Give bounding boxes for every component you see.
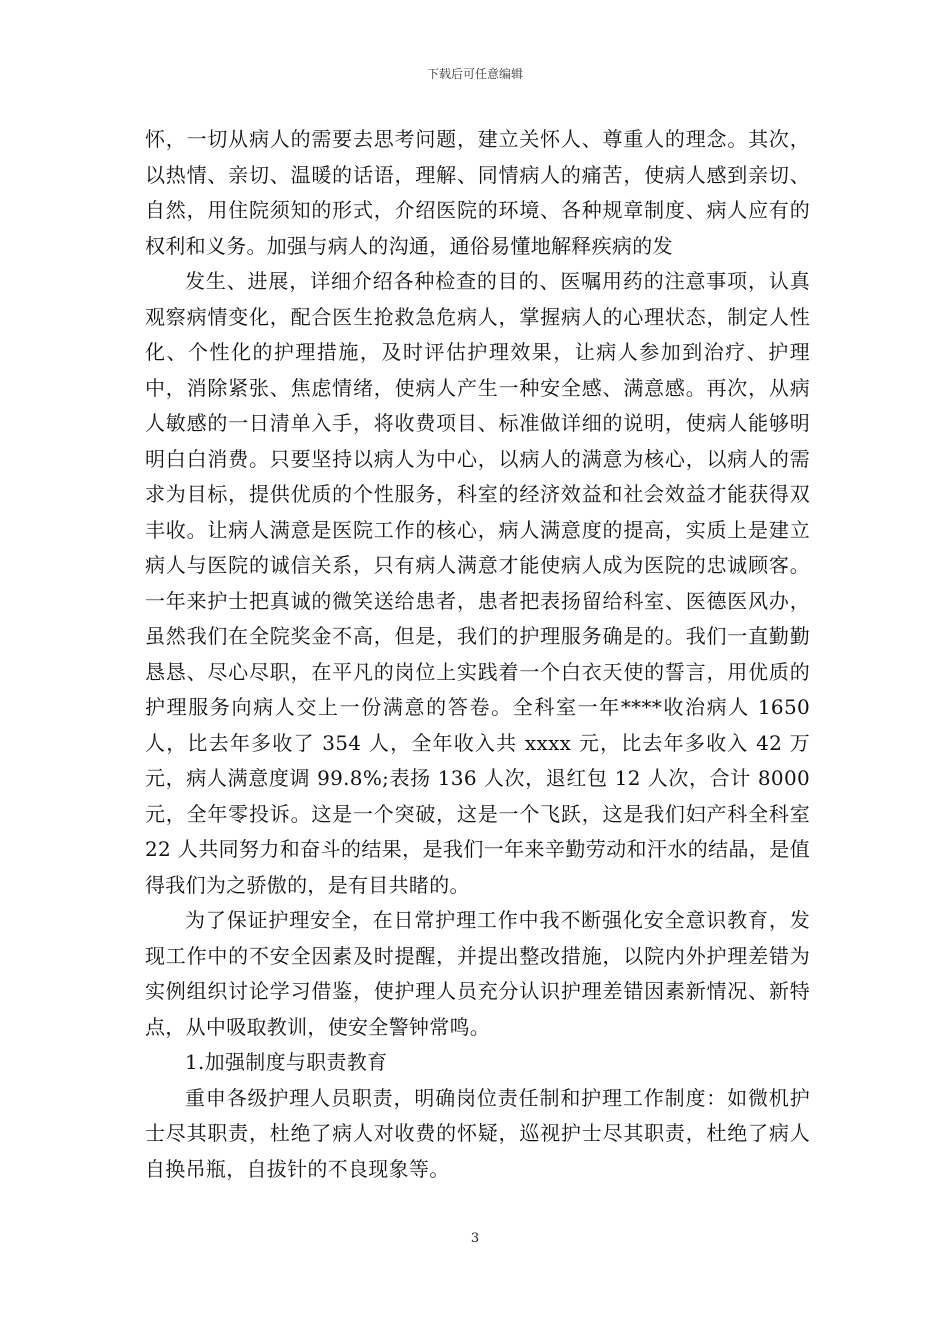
paragraph-nursing-safety: 为了保证护理安全，在日常护理工作中我不断强化安全意识教育，发现工作中的不安全因素及时提醒，并提出整改措施，以院内外护理差错为实例组织讨论学习借鉴，使护理人员充分认识护理差错因素新情况、新特点，从中吸取教训，使安全警钟常鸣。 [145, 908, 810, 1039]
paragraph-continuation: 怀，一切从病人的需要去思考问题，建立关怀人、尊重人的理念。其次，以热情、亲切、温暖的话语，理解、同情病人的痛苦，使病人感到亲切、自然，用住院须知的形式，介绍医院的环境、各种规章制度、病人应有的权利和义务。加强与病人的沟通，通俗易懂地解释疾病的发 [145, 127, 810, 258]
page-number: 3 [470, 1231, 480, 1246]
document-body [145, 122, 810, 1187]
page-header-note: 下载后可任意编辑 [426, 67, 523, 81]
section-heading-system-duty: 1.加强制度与职责教育 [185, 1050, 388, 1074]
paragraph-patient-service: 发生、进展，详细介绍各种检查的目的、医嘱用药的注意事项，认真观察病情变化，配合医生抢救急危病人，掌握病人的心理状态，制定人性化、个性化的护理措施，及时评估护理效果，让病人参加到治疗、护理中，消除紧张、焦虑情绪，使病人产生一种安全感、满意感。再次，从病人敏感的一日清单入手，将收费项目、标准做详细的说明，使病人能够明明白白消费。只要坚持以病人为中心，以病人的满意为核心，以病人的需求为目标，提供优质的个性服务，科室的经济效益和社会效益才能获得双丰收。让病人满意是医院工作的核心，病人满意度的提高，实质上是建立病人与医院的诚信关系，只有病人满意才能使病人成为医院的忠诚顾客。一年来护士把真诚的微笑送给患者，患者把表扬留给科室、医德医风办，虽然我们在全院奖金不高，但是，我们的护理服务确是的。我们一直勤勤恳恳、尽心尽职，在平凡的岗位上实践着一个白衣天使的誓言，用优质的护理服务向病人交上一份满意的答卷。全科室一年****收治病人 1650 人，比去年多收了 354 人，全年收入共 xxxx 元，比去年多收入 42 万元，病人满意度调 99.8%;表扬 136 人次，退红包 12 人次，合计 8000 元，全年零投诉。这是一个突破，这是一个飞跃，这是我们妇产科全科室 22 人共同努力和奋斗的结果，是我们一年来辛勤劳动和汗水的结晶，是值得我们为之骄傲的，是有目共睹的。 [145, 269, 810, 897]
paragraph-duty-reiteration: 重申各级护理人员职责，明确岗位责任制和护理工作制度：如微机护士尽其职责，杜绝了病人对收费的怀疑，巡视护士尽其职责，杜绝了病人自换吊瓶，自拔针的不良现象等。 [145, 1085, 810, 1181]
